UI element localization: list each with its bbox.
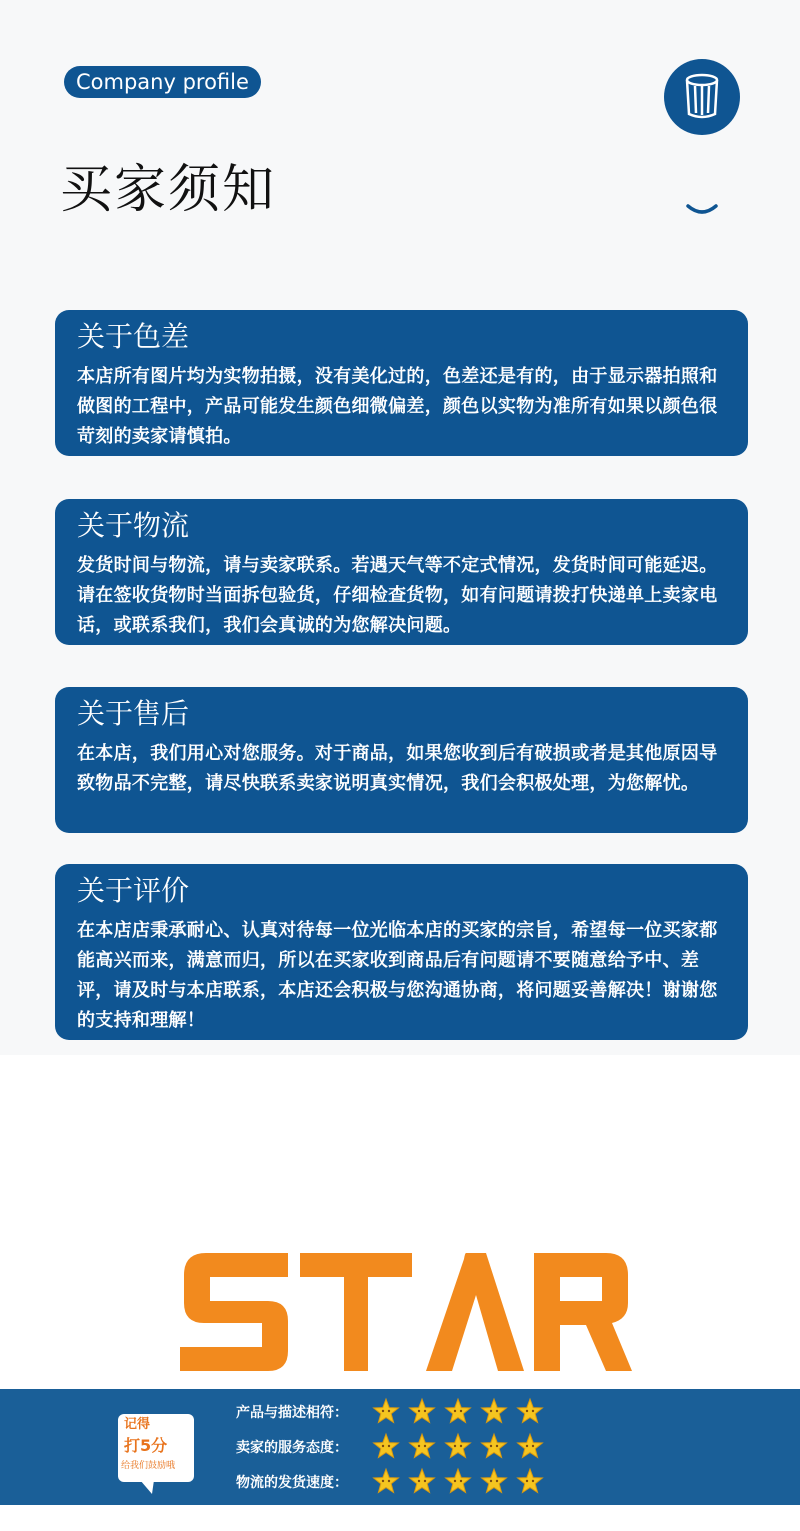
star-icon: [476, 1397, 512, 1427]
rating-label: 卖家的服务态度：: [236, 1440, 348, 1456]
card-title: 关于售后: [77, 697, 190, 730]
rating-row: [236, 1432, 548, 1462]
card-after-sales: [55, 687, 748, 833]
card-reviews: [55, 864, 748, 1040]
star-icon: [368, 1467, 404, 1497]
card-title: 关于物流: [77, 509, 190, 542]
badge-line: 给我们鼓励哦: [121, 1461, 176, 1471]
star-logo: [180, 1245, 632, 1379]
speech-tail-icon: [140, 1480, 154, 1494]
star-icon: [368, 1432, 404, 1462]
trash-can-icon: [664, 59, 740, 135]
star-icon: [404, 1432, 440, 1462]
card-title: 关于色差: [77, 320, 190, 353]
star-icon: [440, 1432, 476, 1462]
star-icon: [512, 1467, 548, 1497]
star-icon: [476, 1432, 512, 1462]
badge-line: 记得: [124, 1417, 151, 1432]
rating-row: [236, 1397, 548, 1427]
card-body: 在本店店秉承耐心、认真对待每一位光临本店的买家的宗旨，希望每一位买家都能高兴而来，满意而归，所以在买家收到商品后有问题请不要随意给予中、差评，请及时与本店联系，本店还会积极与您沟通协商，将问题妥善解决！谢谢您的支持和理解！: [77, 920, 718, 1031]
star-icon: [512, 1397, 548, 1427]
chevron-down-icon: [684, 200, 720, 218]
rating-row: [236, 1467, 548, 1497]
card-color-difference: [55, 310, 748, 456]
star-rating: [368, 1432, 548, 1462]
rating-label: 产品与描述相符：: [236, 1405, 348, 1421]
star-icon: [440, 1397, 476, 1427]
page-title: 买家须知: [60, 160, 277, 220]
card-body: 发货时间与物流，请与卖家联系。若遇天气等不定式情况，发货时间可能延迟。请在签收货物时当面拆包验货，仔细检查货物，如有问题请拨打快递单上卖家电话，或联系我们，我们会真诚的为您解决问题。: [77, 555, 718, 636]
star-rating: [368, 1467, 548, 1497]
rating-label: 物流的发货速度：: [236, 1475, 348, 1491]
card-body: 本店所有图片均为实物拍摄，没有美化过的，色差还是有的，由于显示器拍照和做图的工程中，产品可能发生颜色细微偏差，颜色以实物为准所有如果以颜色很苛刻的卖家请慎拍。: [77, 366, 718, 447]
company-profile-pill: Company profile: [64, 66, 261, 98]
star-icon: [440, 1467, 476, 1497]
star-icon: [404, 1397, 440, 1427]
star-icon: [368, 1397, 404, 1427]
card-title: 关于评价: [77, 874, 190, 907]
star-icon: [512, 1432, 548, 1462]
star-icon: [404, 1467, 440, 1497]
star-rating: [368, 1397, 548, 1427]
rate-reminder-badge: [118, 1414, 194, 1482]
card-logistics: [55, 499, 748, 645]
badge-line: 打5分: [124, 1436, 168, 1455]
card-body: 在本店，我们用心对您服务。对于商品，如果您收到后有破损或者是其他原因导致物品不完整，请尽快联系卖家说明真实情况，我们会积极处理，为您解忧。: [77, 743, 718, 794]
star-icon: [476, 1467, 512, 1497]
